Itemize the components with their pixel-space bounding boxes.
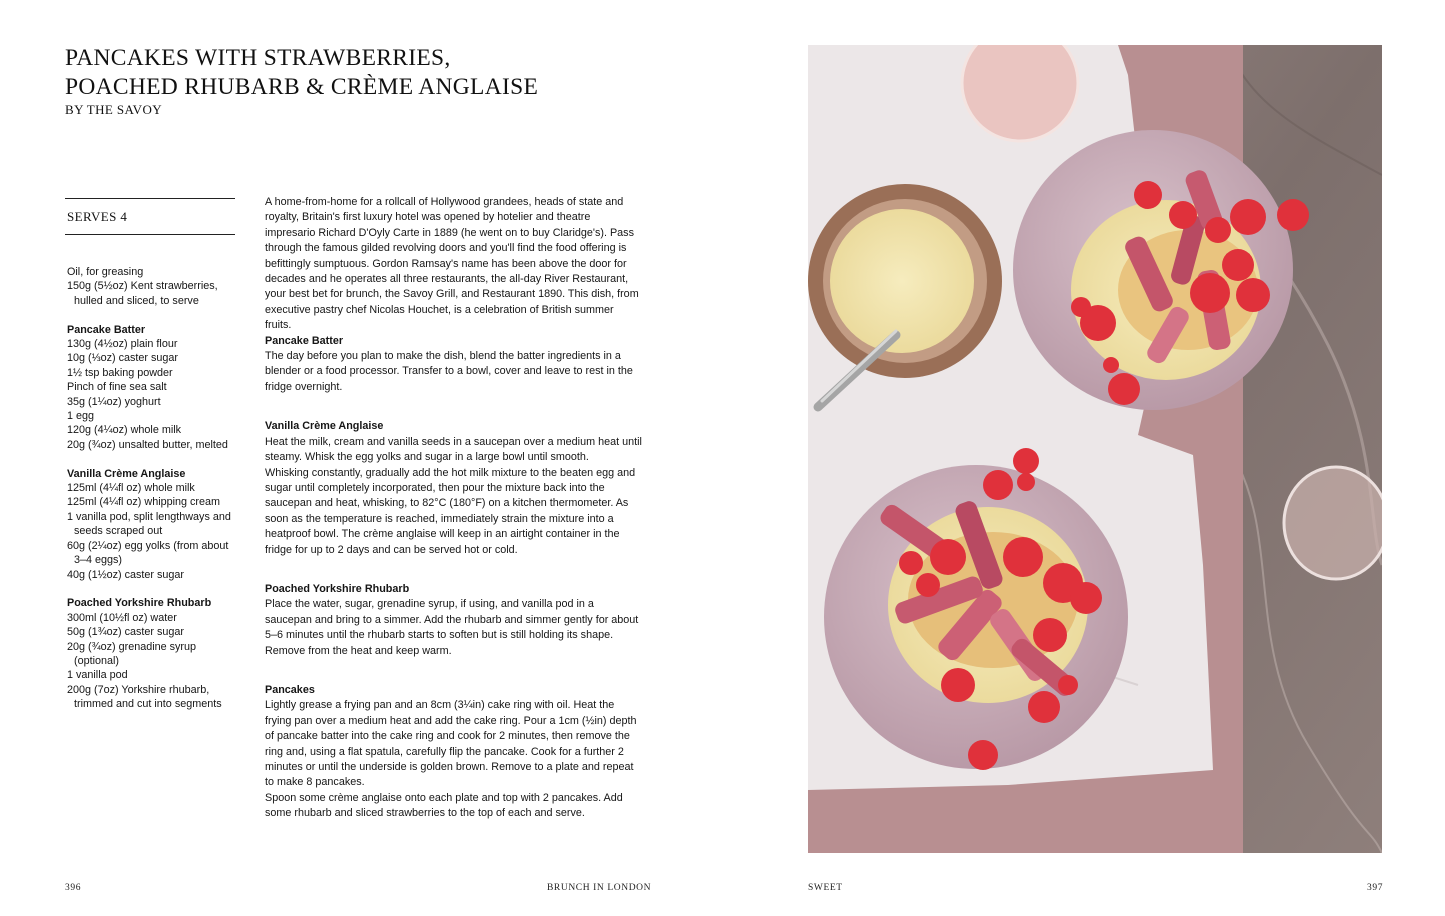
method-paragraph: Spoon some crème anglaise onto each plate and top with 2 pancakes. Add some rhubarb and sliced strawberries to the top of each and serve.	[265, 791, 623, 820]
serves-label: SERVES 4	[67, 209, 128, 224]
method-section-pancake-batter	[265, 334, 643, 396]
ingredient-item: 150g (5½oz) Kent strawberries, hulled and sliced, to serve	[67, 280, 218, 307]
ingredient-group-heading: Pancake Batter	[67, 323, 146, 336]
method-section-creme-anglaise	[265, 419, 643, 558]
ingredient-item: 1 vanilla pod, split lengthways and seeds scraped out	[67, 510, 231, 538]
ingredient-item: Pinch of fine sea salt	[67, 381, 167, 394]
method-section-heading: Vanilla Crème Anglaise	[265, 420, 384, 433]
recipe-byline: BY THE SAVOY	[65, 102, 163, 117]
method-paragraph: Place the water, sugar, grenadine syrup, if using, and vanilla pod in a saucepan and bring to a simmer. Add the rhubarb and simmer gently for about 5–6 minutes until the rhubarb starts to soften but is still holding its shape. Remove from the heat and keep warm.	[265, 598, 639, 657]
recipe-intro: A home-from-home for a rollcall of Hollywood grandees, heads of state and royalty, Britain's first luxury hotel was opened by hotelier and theatre impresario Richard D'Oyly Carte in 1889 (he went on to buy Claridge's). Pass through the famous gilded revolving doors and you'll find the food offering is befittingly sumptuous. Gordon Ramsay's name has been above the door for decades and he operates all three restaurants, the all-day River Restaurant, your best bet for brunch, the Savoy Grill, and Restaurant 1890. This dish, from executive pastry chef Nicolas Houchet, is a celebration of British summer fruits.	[265, 196, 639, 332]
method-paragraph: Heat the milk, cream and vanilla seeds in a saucepan over a medium heat until steamy. Whisk the egg yolks and sugar in a large bowl until smooth.	[265, 435, 642, 464]
method-section-heading: Pancake Batter	[265, 334, 344, 347]
ingredient-group-creme-anglaise	[67, 467, 242, 582]
food-photo	[808, 45, 1382, 853]
recipe-title	[65, 44, 745, 102]
ingredient-item: 20g (¾oz) grenadine syrup (optional)	[67, 640, 197, 667]
recipe-title-line-2: POACHED RHUBARB & CRÈME ANGLAISE	[65, 74, 539, 100]
page-number-right: 397	[1367, 883, 1384, 893]
method-section-heading: Pancakes	[265, 683, 315, 696]
method-section-pancakes	[265, 683, 643, 822]
method-section-poached-rhubarb	[265, 582, 643, 659]
ingredient-group-heading: Vanilla Crème Anglaise	[67, 467, 186, 480]
ingredient-group-pancake-batter	[67, 323, 242, 453]
ingredient-group-poached-rhubarb	[67, 596, 242, 711]
ingredient-item: 10g (⅓oz) caster sugar	[67, 352, 179, 365]
ingredient-item: 1 vanilla pod	[67, 669, 128, 682]
method-section-heading: Poached Yorkshire Rhubarb	[265, 582, 410, 595]
ingredient-item: 120g (4¼oz) whole milk	[67, 424, 182, 437]
ingredient-item: 20g (¾oz) unsalted butter, melted	[67, 438, 228, 451]
running-book-title: BRUNCH IN LONDON	[547, 883, 652, 893]
ingredient-item: 60g (2¼oz) egg yolks (from about 3–4 eggs)	[67, 539, 229, 567]
running-section-title: SWEET	[808, 883, 843, 893]
creme-anglaise	[830, 209, 974, 353]
recipe-title-line-1: PANCAKES WITH STRAWBERRIES,	[65, 45, 451, 71]
ingredient-item: 35g (1¼oz) yoghurt	[67, 395, 161, 408]
ingredient-item: 125ml (4¼fl oz) whipping cream	[67, 496, 221, 509]
ingredient-group-intro	[67, 265, 242, 308]
method-paragraph: The day before you plan to make the dish, blend the batter ingredients in a blender or a food processor. Transfer to a bowl, cover and leave to rest in the fridge overnight.	[265, 350, 633, 393]
ingredient-item: 50g (1¾oz) caster sugar	[67, 626, 185, 639]
ingredient-group-heading: Poached Yorkshire Rhubarb	[67, 597, 212, 610]
ingredient-item: 1½ tsp baking powder	[67, 366, 173, 379]
ingredient-item: 200g (7oz) Yorkshire rhubarb, trimmed and cut into segments	[67, 683, 222, 711]
page-number-left: 396	[65, 883, 82, 893]
ingredient-item: 125ml (4¼fl oz) whole milk	[67, 482, 195, 495]
ingredient-item: Oil, for greasing	[67, 266, 144, 278]
ingredient-item: 40g (1½oz) caster sugar	[67, 568, 185, 581]
ingredients-list	[67, 265, 242, 726]
method-paragraph: Lightly grease a frying pan and an 8cm (3¼in) cake ring with oil. Heat the frying pan over a medium heat and add the cake ring. Pour a 1cm (½in) depth of pancake batter into the cake ring and cook for 2 minutes, then remove the ring and, using a flat spatula, carefully flip the pancake. Cook for a further 2 minutes or until the underside is golden brown. Remove to a plate and repeat to make 8 pancakes.	[265, 699, 637, 789]
serves-top-rule	[65, 198, 235, 199]
method-paragraph: Whisking constantly, gradually add the hot milk mixture to the beaten egg and sugar until completely incorporated, then pour the mixture back into the saucepan and heat, whisking, to 82°C (180°F) on a kitchen thermometer. As soon as the temperature is reached, immediately strain the mixture into a heatproof bowl. The crème anglaise will keep in an airtight container in the fridge for up to 2 days and can be served hot or cold.	[265, 466, 636, 556]
ingredient-item: 1 egg	[67, 410, 95, 423]
serves-bottom-rule	[65, 234, 235, 235]
ingredient-item: 300ml (10½fl oz) water	[67, 611, 177, 624]
ingredient-item: 130g (4½oz) plain flour	[67, 338, 178, 351]
method-column	[265, 195, 643, 846]
